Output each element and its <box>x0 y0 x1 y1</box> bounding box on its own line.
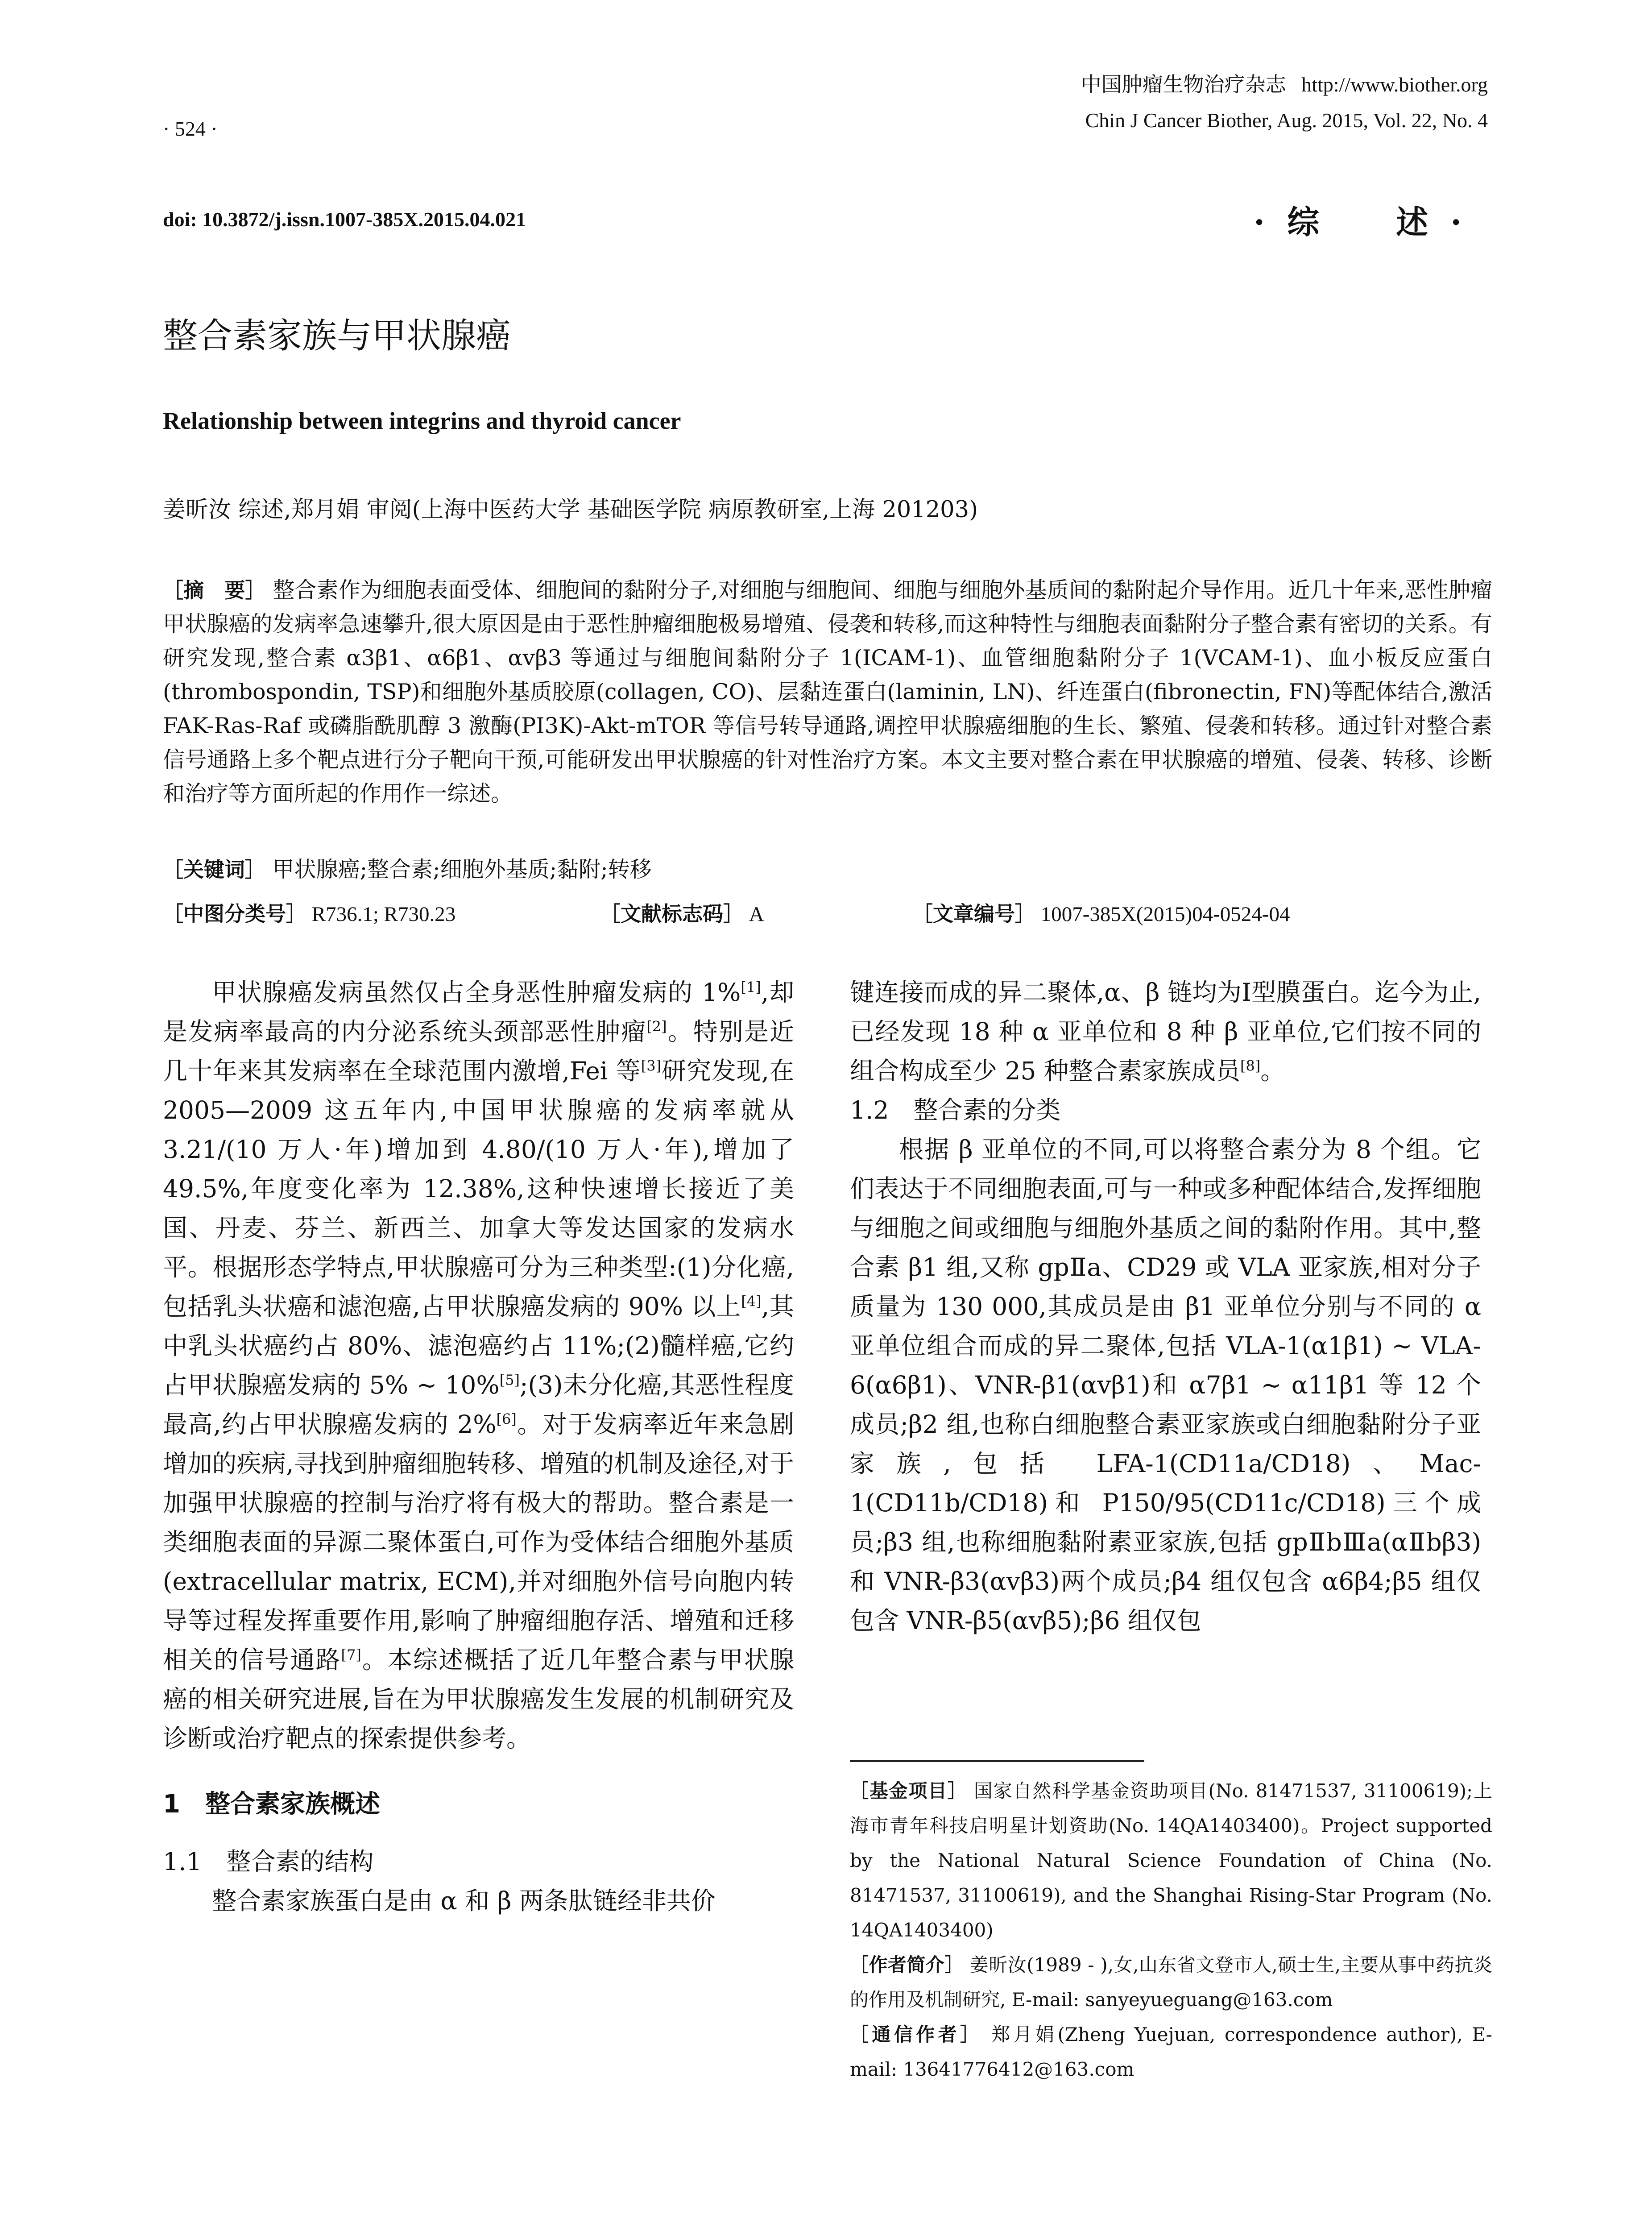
citation-ref[interactable]: [3] <box>641 1057 662 1074</box>
author-bio-note <box>850 1948 1492 2017</box>
right-column <box>850 973 1481 1640</box>
keywords <box>163 852 652 883</box>
citation-ref[interactable]: [1] <box>741 979 761 996</box>
structure-paragraph: 整合素家族蛋白是由 α 和 β 两条肽链经非共价 <box>212 1887 716 1915</box>
keywords-text: 甲状腺癌;整合素;细胞外基质;黏附;转移 <box>272 857 652 882</box>
doc-code <box>600 898 764 927</box>
article-value: 1007-385X(2015)04-0524-04 <box>1040 903 1290 926</box>
subsection-heading-1-2: 1.2 整合素的分类 <box>850 1096 1061 1124</box>
page-number: · 524 · <box>163 117 218 140</box>
authors-affiliation: 姜昕汝 综述,郑月娟 审阅(上海中医药大学 基础医学院 病原教研室,上海 201203) <box>163 497 978 523</box>
funding-text: 国家自然科学基金资助项目(No. 81471537, 31100619);上海市青年科技启明星计划资助(No. 14QA1403400)。Project supported by the National Natural Science Foundation of China (No. 81471537, 31100619), and the Shanghai Rising-Star Program (No. 14QA1403400) <box>850 1780 1492 1941</box>
funding-label: ［基金项目］ <box>850 1780 967 1802</box>
correspondence-text: 郑月娟(Zheng Yuejuan, correspondence author), E-mail: 13641776412@163.com <box>850 2024 1492 2080</box>
article-number <box>912 898 1290 927</box>
title-cn: 整合素家族与甲状腺癌 <box>163 316 511 356</box>
intro-paragraph: 甲状腺癌发病虽然仅占全身恶性肿瘤发病的 1%[1],却是发病率最高的内分泌系统头颈部恶性肿瘤[2]。特别是近几十年来其发病率在全球范围内激增,Fei 等[3]研究发现,在 2005—2009 这五年内,中国甲状腺癌的发病率就从 3.21/(10 万人·年)增加到 4.80/(10 万人·年),增加了 49.5%,年度变化率为 12.38%,这种快速增长接近了美国、丹麦、芬兰、新西兰、加拿大等发达国家的发病水平。根据形态学特点,甲状腺癌可分为三种类型:(1)分化癌,包括乳头状癌和滤泡癌,占甲状腺癌发病的 90% 以上[4],其中乳头状癌约占 80%、滤泡癌约占 11%;(2)髓样癌,它约占甲状腺癌发病的 5% ~ 10%[5];(3)未分化癌,其恶性程度最高,约占甲状腺癌发病的 2%[6]。对于发病率近年来急剧增加的疾病,寻找到肿瘤细胞转移、增殖的机制及途径,对于加强甲状腺癌的控制与治疗将有极大的帮助。整合素是一类细胞表面的异源二聚体蛋白,可作为受体结合细胞外基质(extracellular matrix, ECM),并对细胞外信号向胞内转导等过程发挥重要作用,影响了肿瘤细胞存活、增殖和迁移相关的信号通路[7]。本综述概括了近几年整合素与甲状腺癌的相关研究进展,旨在为甲状腺癌发生发展的机制研究及诊断或治疗靶点的探索提供参考。 <box>163 978 795 1753</box>
clc-label: ［中图分类号］ <box>163 902 306 926</box>
running-header <box>1081 67 1488 138</box>
doi: doi: 10.3872/j.issn.1007-385X.2015.04.021 <box>163 208 526 231</box>
keywords-label: ［关键词］ <box>163 858 265 882</box>
journal-url[interactable]: http://www.biother.org <box>1301 73 1488 96</box>
citation-ref[interactable]: [8] <box>1240 1057 1261 1074</box>
abstract-text: 整合素作为细胞表面受体、细胞间的黏附分子,对细胞与细胞间、细胞与细胞外基质间的黏附起介导作用。近几十年来,恶性肿瘤甲状腺癌的发病率急速攀升,很大原因是由于恶性肿瘤细胞极易增殖、侵袭和转移,而这种特性与细胞表面黏附分子整合素有密切的关系。有研究发现,整合素 α3β1、α6β1、αvβ3 等通过与细胞间黏附分子 1(ICAM-1)、血管细胞黏附分子 1(VCAM-1)、血小板反应蛋白(thrombospondin, TSP)和细胞外基质胶原(collagen, CO)、层黏连蛋白(laminin, LN)、纤连蛋白(fibronectin, FN)等配体结合,激活 FAK-Ras-Raf 或磷脂酰肌醇 3 激酶(PI3K)-Akt-mTOR 等信号转导通路,调控甲状腺癌细胞的生长、繁殖、侵袭和转移。通过针对整合素信号通路上多个靶点进行分子靶向干预,可能研发出甲状腺癌的针对性治疗方案。本文主要对整合素在甲状腺癌的增殖、侵袭、转移、诊断和治疗等方面所起的作用作一综述。 <box>163 577 1493 806</box>
left-column <box>163 973 794 1920</box>
citation-ref[interactable]: [2] <box>646 1018 667 1035</box>
section-heading-1: 1 整合素家族概述 <box>163 1790 380 1819</box>
journal-citation-en: Chin J Cancer Biother, Aug. 2015, Vol. 22, No. 4 <box>1085 109 1488 132</box>
citation-ref[interactable]: [5] <box>499 1371 520 1389</box>
doc-label: ［文献标志码］ <box>600 902 744 926</box>
author-bio-label: ［作者简介］ <box>850 1954 964 1976</box>
author-bio-text: 姜昕汝(1989 - ),女,山东省文登市人,硕士生,主要从事中药抗炎的作用及机制研究, E-mail: sanyeyueguang@163.com <box>850 1954 1492 2011</box>
subsection-heading-1-1: 1.1 整合素的结构 <box>163 1847 374 1876</box>
column-tag: ·综 述· <box>1254 203 1484 241</box>
footnotes <box>850 1774 1492 2087</box>
correspondence-note <box>850 2017 1492 2087</box>
structure-paragraph-cont: 键连接而成的异二聚体,α、β 链均为Ⅰ型膜蛋白。迄今为止,已经发现 18 种 α 亚单位和 8 种 β 亚单位,它们按不同的组合构成至少 25 种整合素家族成员[8]。 <box>850 978 1481 1085</box>
abstract-label: ［摘 要］ <box>163 578 266 602</box>
footnote-rule <box>850 1760 1144 1762</box>
citation-ref[interactable]: [7] <box>341 1646 361 1663</box>
classification-paragraph: 根据 β 亚单位的不同,可以将整合素分为 8 个组。它们表达于不同细胞表面,可与一种或多种配体结合,发挥细胞与细胞之间或细胞与细胞外基质之间的黏附作用。其中,整合素 β1 组,又称 gpⅡa、CD29 或 VLA 亚家族,相对分子质量为 130 000,其成员是由 β1 亚单位分别与不同的 α 亚单位组合而成的异二聚体,包括 VLA-1(α1β1) ~ VLA-6(α6β1)、VNR-β1(αvβ1)和 α7β1 ~ α11β1 等 12 个成员;β2 组,也称白细胞整合素亚家族或白细胞黏附分子亚家族,包括 LFA-1(CD11a/CD18)、Mac-1(CD11b/CD18)和 P150/95(CD11c/CD18)三个成员;β3 组,也称细胞黏附素亚家族,包括 gpⅡbⅢa(αⅡbβ3)和 VNR-β3(αvβ3)两个成员;β4 组仅包含 α6β4;β5 组仅包含 VNR-β5(αvβ5);β6 组仅包 <box>850 1135 1481 1635</box>
article-label: ［文章编号］ <box>912 902 1035 926</box>
citation-ref[interactable]: [4] <box>741 1293 762 1310</box>
funding-note <box>850 1774 1492 1948</box>
correspondence-label: ［通信作者］ <box>850 2024 982 2045</box>
clc-number <box>163 898 455 927</box>
title-en: Relationship between integrins and thyroid cancer <box>163 407 681 434</box>
citation-ref[interactable]: [6] <box>496 1410 517 1428</box>
clc-value: R736.1; R730.23 <box>311 903 456 926</box>
abstract <box>163 573 1492 811</box>
journal-name-cn: 中国肿瘤生物治疗杂志 <box>1081 73 1286 96</box>
doc-value: A <box>749 903 764 926</box>
